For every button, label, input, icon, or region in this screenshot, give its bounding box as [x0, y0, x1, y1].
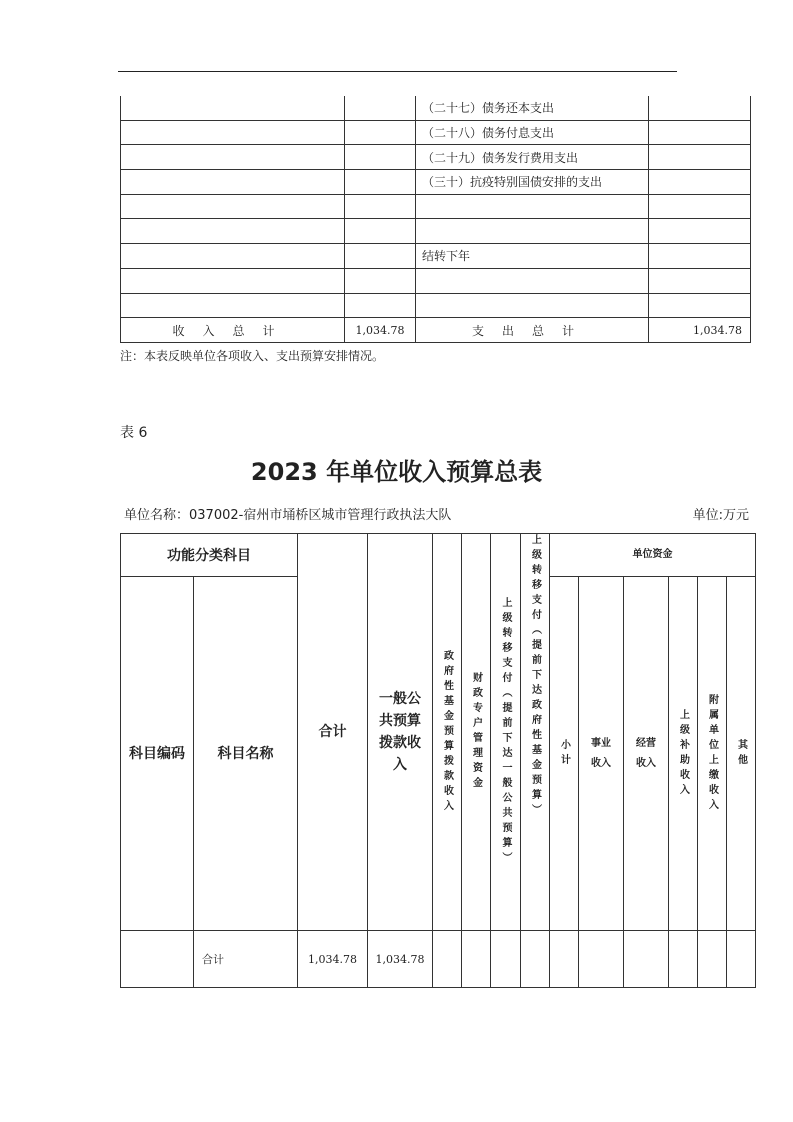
cell-empty [345, 293, 416, 318]
cell-empty [649, 120, 751, 145]
cell-empty [121, 268, 345, 293]
header-total: 合计 [298, 534, 368, 931]
header-func-class: 功能分类科目 [121, 534, 298, 577]
header-code: 科目编码 [121, 577, 194, 931]
expense-item: 结转下年 [416, 244, 649, 269]
cell-empty [345, 194, 416, 219]
cell-general: 1,034.78 [368, 931, 433, 988]
header-rule [118, 71, 677, 72]
header-transfer-general: 上级转移支付（提前下达一般公共预算） [491, 534, 521, 931]
table-label: 表 6 [120, 425, 148, 441]
cell-empty [121, 244, 345, 269]
expense-item [416, 268, 649, 293]
cell-empty [121, 293, 345, 318]
cell-empty [462, 931, 491, 988]
cell-empty [698, 931, 727, 988]
table-row [121, 931, 756, 988]
table-row [121, 194, 751, 219]
header-general: 一般公共预算拨款收入 [368, 534, 433, 931]
income-budget-table [120, 533, 756, 988]
header-business: 事业收入 [579, 577, 624, 931]
expense-item: （二十九）债务发行费用支出 [416, 145, 649, 170]
cell-empty [550, 931, 579, 988]
cell-empty [649, 145, 751, 170]
cell-empty [345, 96, 416, 120]
expense-total-label: 支出总计 [416, 318, 649, 343]
page-title: 2023 年单位收入预算总表 [250, 458, 543, 486]
table-row [121, 244, 751, 269]
expense-item: （三十）抗疫特别国债安排的支出 [416, 170, 649, 195]
expense-item [416, 219, 649, 244]
cell-empty [579, 931, 624, 988]
cell-empty [649, 170, 751, 195]
header-other: 其他 [727, 577, 756, 931]
cell-empty [649, 219, 751, 244]
cell-empty [345, 170, 416, 195]
header-transfer-fund: 上级转移支付（提前下达政府性基金预算） [521, 534, 550, 931]
cell-empty [121, 170, 345, 195]
cell-empty [491, 931, 521, 988]
cell-empty [669, 931, 698, 988]
expense-item [416, 293, 649, 318]
cell-empty [649, 194, 751, 219]
cell-empty [727, 931, 756, 988]
table-row [121, 120, 751, 145]
income-total: 1,034.78 [345, 318, 416, 343]
unit-name: 单位名称：037002-宿州市埇桥区城市管理行政执法大队 [124, 508, 452, 523]
cell-empty [649, 268, 751, 293]
expense-item: （二十八）债务付息支出 [416, 120, 649, 145]
cell-empty [624, 931, 669, 988]
header-subsidy: 上级补助收入 [669, 577, 698, 931]
cell-empty [121, 194, 345, 219]
header-unit-funds: 单位资金 [550, 534, 756, 577]
header-gov-fund: 政府性基金预算拨款收入 [433, 534, 462, 931]
cell-empty [345, 268, 416, 293]
cell-empty [121, 145, 345, 170]
table-row [121, 145, 751, 170]
cell-empty [121, 219, 345, 244]
header-operating: 经营收入 [624, 577, 669, 931]
cell-empty [345, 244, 416, 269]
cell-empty [649, 96, 751, 120]
cell-empty [121, 120, 345, 145]
cell-empty [345, 145, 416, 170]
expense-total: 1,034.78 [649, 318, 751, 343]
cell-empty [521, 931, 550, 988]
table-row [121, 293, 751, 318]
header-subtotal: 小计 [550, 577, 579, 931]
currency-unit: 单位:万元 [692, 508, 749, 523]
cell-empty [649, 244, 751, 269]
cell-empty [345, 219, 416, 244]
header-name: 科目名称 [194, 577, 298, 931]
table-note: 注：本表反映单位各项收入、支出预算安排情况。 [120, 349, 385, 363]
table-row [121, 170, 751, 195]
cell-empty [121, 96, 345, 120]
cell-code [121, 931, 194, 988]
header-affiliated: 附属单位上缴收入 [698, 577, 727, 931]
cell-empty [649, 293, 751, 318]
cell-empty [345, 120, 416, 145]
cell-total: 1,034.78 [298, 931, 368, 988]
income-total-label: 收入总计 [121, 318, 345, 343]
total-row [121, 318, 751, 343]
table-row [121, 268, 751, 293]
header-special: 财政专户管理资金 [462, 534, 491, 931]
table-row [121, 96, 751, 120]
expense-item [416, 194, 649, 219]
expense-item: （二十七）债务还本支出 [416, 96, 649, 120]
cell-empty [433, 931, 462, 988]
cell-name: 合计 [194, 931, 298, 988]
table-row [121, 219, 751, 244]
income-expense-table [120, 96, 751, 343]
